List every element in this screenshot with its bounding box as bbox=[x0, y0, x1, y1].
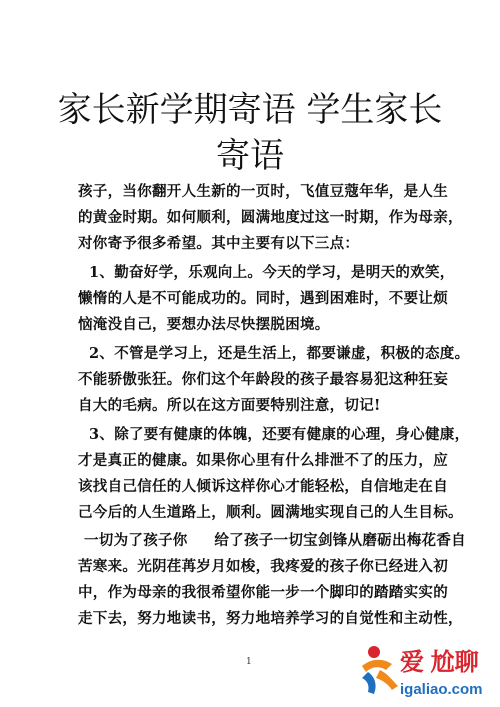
page-number: 1 bbox=[246, 657, 252, 667]
watermark-brand-text: 爱 尬聊 bbox=[400, 649, 479, 676]
body-line-10: 3、除了要有健康的体魄，还要有健康的心理，身心健康， bbox=[89, 426, 470, 443]
body-line-11: 才是真正的健康。如果你心里有什么排泄不了的压力，应 bbox=[78, 452, 448, 469]
document-title-line-2: 寄语 bbox=[216, 136, 284, 176]
body-line-7: 2、不管是学习上，还是生活上，都要谦虚，积极的态度。 bbox=[89, 345, 470, 362]
body-line-14: 一切为了孩子你 给了孩子一切宝剑锋从磨砺出梅花香自 bbox=[84, 532, 466, 549]
body-line-1: 孩子，当你翻开人生新的一页时，飞值豆蔻年华，是人生 bbox=[78, 183, 448, 200]
body-line-3: 对你寄予很多希望。其中主要有以下三点： bbox=[78, 235, 360, 252]
body-line-8: 不能骄傲张狂。你们这个年龄段的孩子最容易犯这种狂妄 bbox=[78, 371, 448, 388]
body-line-5: 懒惰的人是不可能成功的。同时，遇到困难时，不要让烦 bbox=[78, 290, 448, 307]
body-line-2: 的黄金时期。如何顺利，圆满地度过这一时期，作为母亲， bbox=[78, 209, 463, 226]
watermark bbox=[352, 636, 500, 707]
watermark-url-text: igaliao.com bbox=[400, 681, 483, 698]
runner-icon bbox=[362, 646, 398, 694]
body-line-16: 中，作为母亲的我很希望你能一步一个脚印的踏踏实实的 bbox=[78, 584, 448, 601]
body-line-17: 走下去，努力地读书，努力地培养学习的自觉性和主动性， bbox=[78, 610, 463, 627]
body-line-4: 1、勤奋好学，乐观向上。今天的学习，是明天的欢笑， bbox=[89, 264, 455, 281]
body-line-9: 自大的毛病。所以在这方面要特别注意，切记! bbox=[78, 397, 381, 414]
body-line-15: 苦寒来。光阴荏苒岁月如梭，我疼爱的孩子你已经进入初 bbox=[78, 558, 448, 575]
document-title-line-1: 家长新学期寄语 学生家长 bbox=[57, 90, 443, 130]
body-line-12: 该找自己信任的人倾诉这样你心才能轻松，自信地走在自 bbox=[78, 478, 448, 495]
body-line-13: 己今后的人生道路上，顺利。圆满地实现自己的人生目标。 bbox=[78, 504, 463, 521]
igaliao-logo bbox=[352, 636, 500, 707]
body-line-6: 恼淹没自己，要想办法尽快摆脱困境。 bbox=[78, 316, 330, 333]
